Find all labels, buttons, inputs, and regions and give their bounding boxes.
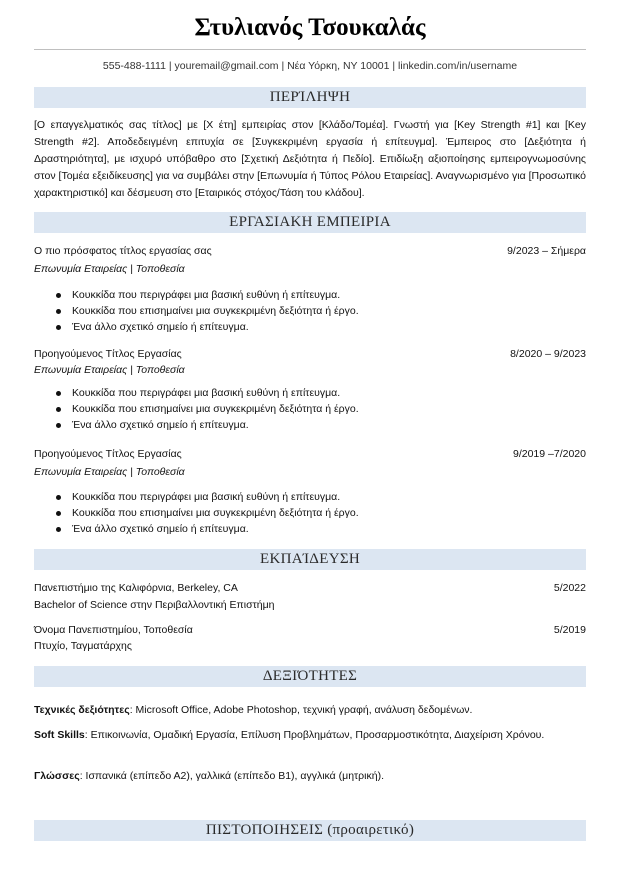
skill-label: Τεχνικές δεξιότητες bbox=[34, 704, 130, 716]
summary-text: [Ο επαγγελματικός σας τίτλος] με [Χ έτη] εμπειρίας στον [Κλάδο/Τομέα]. Γνωστή για [Key Strength #1] και [Key Strength #2]. Αποδεδειγμένη επιτυχία σε [Συγκεκριμένη εργασία ή επίτευγμα]. Έμπειρος στο [Δεξιότητα ή Δραστηριότητα], με ισχυρό υπόβαθρο στο [Σχετική Δεξιότητα ή Πεδίο]. Επιδίωξη αξιοποίησης εμπειρογνωμοσύνης στον [Τομέα εξειδίκευσης] για να συμβάλει στην [Επωνυμία ή Τύπος Ρόλου Εταιρείας]. Αναγνωρισμένο για [Προσωπικό χαρακτηριστικό] και δέσμευση στο [Εταιρικός στόχος/Τάση του κλάδου]. bbox=[34, 119, 586, 199]
bullet-item: Ένα άλλο σχετικό σημείο ή επίτευγμα. bbox=[34, 319, 586, 335]
bullet-item: Κουκκίδα που επισημαίνει μια συγκεκριμένη δεξιότητα ή έργο. bbox=[34, 505, 586, 521]
skill-label: Γλώσσες bbox=[34, 770, 80, 782]
education-heading: ΕΚΠΑΊΔΕΥΣΗ bbox=[34, 549, 586, 570]
skill-label: Soft Skills bbox=[34, 729, 85, 741]
candidate-name: Στυλιανός Τσουκαλάς bbox=[194, 14, 426, 41]
graduation-date: 5/2022 bbox=[553, 582, 586, 594]
job-title-row bbox=[34, 346, 586, 362]
bullet-item: Κουκκίδα που επισημαίνει μια συγκεκριμένη δεξιότητα ή έργο. bbox=[34, 401, 586, 417]
contact-line: 555-488-1111 | youremail@gmail.com | Νέα Υόρκη, NY 10001 | linkedin.com/in/username bbox=[102, 60, 518, 72]
skill-text: : Microsoft Office, Adobe Photoshop, τεχνική γραφή, ανάλυση δεδομένων. bbox=[129, 704, 473, 716]
bullet-item: Κουκκίδα που περιγράφει μια βασική ευθύνη ή επίτευγμα. bbox=[34, 287, 586, 303]
skill-text: : Ισπανικά (επίπεδο Α2), γαλλικά (επίπεδο Β1), αγγλικά (μητρική). bbox=[79, 770, 384, 782]
skill-line bbox=[34, 768, 586, 784]
job-company: Επωνυμία Εταιρείας | Τοποθεσία bbox=[34, 364, 185, 376]
graduation-date: 5/2019 bbox=[553, 624, 586, 636]
bullet-item: Κουκκίδα που επισημαίνει μια συγκεκριμένη δεξιότητα ή έργο. bbox=[34, 303, 586, 319]
bullet-item: Ένα άλλο σχετικό σημείο ή επίτευγμα. bbox=[34, 417, 586, 433]
education-row bbox=[34, 622, 586, 638]
header-divider bbox=[34, 49, 586, 50]
job-title: Προηγούμενος Τίτλος Εργασίας bbox=[34, 448, 182, 460]
skill-line bbox=[34, 727, 586, 743]
skill-text: : Επικοινωνία, Ομαδική Εργασία, Επίλυση Προβλημάτων, Προσαρμοστικότητα, Διαχείριση Χρόνου. bbox=[84, 729, 545, 741]
degree-name: Πτυχίο, Ταγματάρχης bbox=[34, 640, 132, 652]
school-name: Όνομα Πανεπιστημίου, Τοποθεσία bbox=[34, 624, 193, 636]
skill-line bbox=[34, 702, 586, 718]
school-name: Πανεπιστήμιο της Καλιφόρνια, Berkeley, CA bbox=[34, 582, 238, 594]
job-dates: 8/2020 – 9/2023 bbox=[510, 348, 586, 360]
job-bullets bbox=[34, 385, 586, 433]
bullet-item: Κουκκίδα που περιγράφει μια βασική ευθύνη ή επίτευγμα. bbox=[34, 385, 586, 401]
skills-heading: ΔΕΞΙΌΤΗΤΕΣ bbox=[34, 666, 586, 687]
job-company: Επωνυμία Εταιρείας | Τοποθεσία bbox=[34, 263, 185, 275]
summary-heading: ΠΕΡΊΛΗΨΗ bbox=[34, 87, 586, 108]
job-company: Επωνυμία Εταιρείας | Τοποθεσία bbox=[34, 466, 185, 478]
bullet-item: Ένα άλλο σχετικό σημείο ή επίτευγμα. bbox=[34, 521, 586, 537]
job-title-row bbox=[34, 243, 586, 259]
job-bullets bbox=[34, 489, 586, 537]
education-row bbox=[34, 580, 586, 596]
job-title-row bbox=[34, 446, 586, 462]
job-dates: 9/2019 –7/2020 bbox=[513, 448, 586, 460]
certifications-heading: ΠΙΣΤΟΠΟΙΗΣΕΙΣ (προαιρετικό) bbox=[34, 820, 586, 841]
job-dates: 9/2023 – Σήμερα bbox=[507, 245, 586, 257]
bullet-item: Κουκκίδα που περιγράφει μια βασική ευθύνη ή επίτευγμα. bbox=[34, 489, 586, 505]
job-bullets bbox=[34, 287, 586, 335]
job-title: Ο πιο πρόσφατος τίτλος εργασίας σας bbox=[34, 245, 212, 257]
experience-heading: ΕΡΓΑΣΙΑΚΗ ΕΜΠΕΙΡΙΑ bbox=[34, 212, 586, 233]
degree-name: Bachelor of Science στην Περιβαλλοντική Επιστήμη bbox=[34, 599, 275, 611]
job-title: Προηγούμενος Τίτλος Εργασίας bbox=[34, 348, 182, 360]
